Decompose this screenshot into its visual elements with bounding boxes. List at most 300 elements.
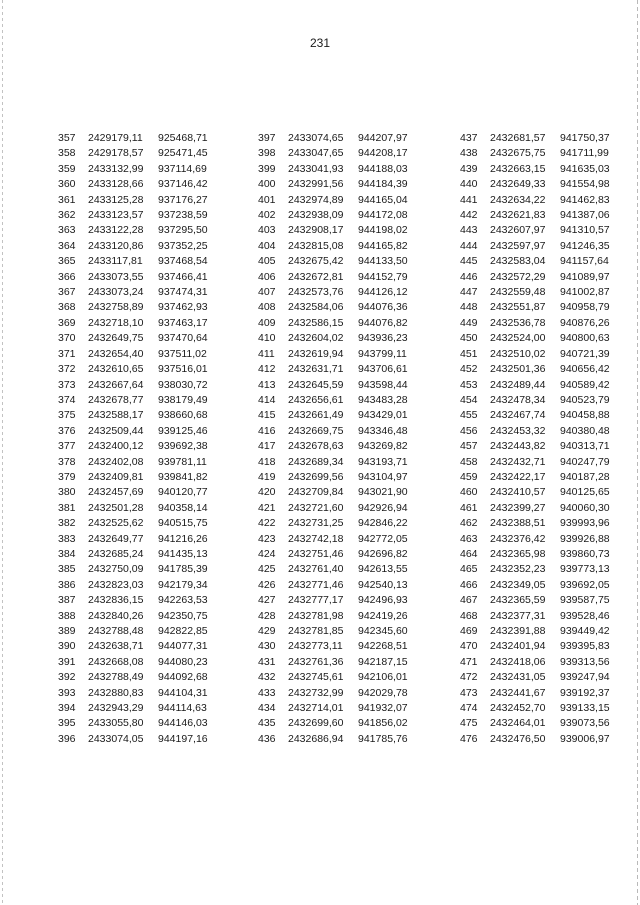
y-coordinate: 939395,83 [560,640,610,653]
coordinate-row [58,532,228,547]
coordinate-row [258,455,428,470]
point-number: 471 [460,655,478,668]
coordinate-row [58,347,228,362]
y-coordinate: 941785,39 [158,563,208,576]
x-coordinate: 2432880,83 [88,686,144,699]
x-coordinate: 2432649,77 [88,532,144,545]
y-coordinate: 940515,75 [158,517,208,530]
coordinate-row [258,686,428,701]
x-coordinate: 2432761,36 [288,655,344,668]
coordinate-row [258,732,428,747]
x-coordinate: 2432649,33 [490,178,546,191]
x-coordinate: 2432431,05 [490,671,546,684]
y-coordinate: 943936,23 [358,332,408,345]
x-coordinate: 2432836,15 [88,594,144,607]
point-number: 429 [258,625,276,637]
x-coordinate: 2432631,71 [288,363,344,376]
y-coordinate: 937146,42 [158,178,208,191]
x-coordinate: 2433122,28 [88,224,144,237]
x-coordinate: 2432418,06 [490,655,546,668]
coordinate-row [258,347,428,362]
x-coordinate: 2432675,75 [490,147,546,160]
coordinate-row [258,254,428,269]
y-coordinate: 944076,82 [358,316,408,329]
coordinate-row [258,223,428,238]
y-coordinate: 941462,83 [560,193,610,206]
point-number: 357 [58,132,76,144]
coordinate-row [460,131,630,146]
point-number: 467 [460,594,478,607]
x-coordinate: 2432583,04 [490,255,546,268]
x-coordinate: 2432476,50 [490,732,546,745]
x-coordinate: 2432409,81 [88,470,144,483]
y-coordinate: 937470,64 [158,332,208,345]
x-coordinate: 2432401,94 [490,640,546,653]
x-coordinate: 2432750,09 [88,563,144,576]
coordinate-row [460,177,630,192]
point-number: 367 [58,286,76,299]
x-coordinate: 2432751,46 [288,547,344,560]
y-coordinate: 941435,13 [158,547,208,560]
x-coordinate: 2432718,10 [88,316,144,329]
x-coordinate: 2432781,98 [288,609,344,622]
point-number: 410 [258,332,276,345]
point-number: 441 [460,193,478,206]
x-coordinate: 2432788,49 [88,671,144,684]
x-coordinate: 2432352,23 [490,563,546,576]
y-coordinate: 942345,60 [358,625,408,637]
x-coordinate: 2432645,59 [288,378,344,391]
x-coordinate: 2432943,29 [88,702,144,715]
y-coordinate: 944188,03 [358,162,408,175]
point-number: 381 [58,501,76,514]
x-coordinate: 2432815,08 [288,239,344,252]
point-number: 358 [58,147,76,160]
coordinate-row [58,562,228,577]
y-coordinate: 939449,42 [560,625,610,637]
point-number: 472 [460,671,478,684]
point-number: 460 [460,486,478,499]
y-coordinate: 939860,73 [560,547,610,560]
x-coordinate: 2433041,93 [288,162,344,175]
x-coordinate: 2432464,01 [490,717,546,730]
coordinate-row [258,162,428,177]
coordinate-column-1 [58,131,228,747]
y-coordinate: 937463,17 [158,316,208,329]
x-coordinate: 2432536,78 [490,316,546,329]
y-coordinate: 939313,56 [560,655,610,668]
coordinate-row [58,162,228,177]
coordinate-row [460,223,630,238]
y-coordinate: 940060,30 [560,501,610,514]
point-number: 425 [258,563,276,576]
coordinate-row [58,455,228,470]
coordinate-row [460,732,630,747]
y-coordinate: 937295,50 [158,224,208,237]
y-coordinate: 940120,77 [158,486,208,499]
point-number: 457 [460,440,478,453]
point-number: 436 [258,732,276,745]
x-coordinate: 2432586,15 [288,316,344,329]
x-coordinate: 2432559,48 [490,286,546,299]
x-coordinate: 2432761,40 [288,563,344,576]
coordinate-column-2 [258,131,428,747]
y-coordinate: 942613,55 [358,563,408,576]
coordinate-row [258,362,428,377]
y-coordinate: 942926,94 [358,501,408,514]
x-coordinate: 2433074,05 [88,732,144,745]
coordinate-row [258,501,428,516]
point-number: 389 [58,625,76,637]
y-coordinate: 944080,23 [158,655,208,668]
y-coordinate: 940187,28 [560,470,610,483]
x-coordinate: 2432501,28 [88,501,144,514]
y-coordinate: 944207,97 [358,132,408,144]
coordinate-row [58,470,228,485]
point-number: 447 [460,286,478,299]
point-number: 362 [58,209,76,222]
point-number: 386 [58,578,76,591]
y-coordinate: 942540,13 [358,578,408,591]
x-coordinate: 2432938,09 [288,209,344,222]
point-number: 468 [460,609,478,622]
point-number: 438 [460,147,478,160]
point-number: 466 [460,578,478,591]
x-coordinate: 2432667,64 [88,378,144,391]
x-coordinate: 2432656,61 [288,393,344,406]
point-number: 464 [460,547,478,560]
x-coordinate: 2433073,24 [88,286,144,299]
y-coordinate: 940958,79 [560,301,610,314]
coordinate-row [460,254,630,269]
x-coordinate: 2432510,02 [490,347,546,360]
y-coordinate: 939692,38 [158,440,208,453]
coordinate-row [258,208,428,223]
x-coordinate: 2432621,83 [490,209,546,222]
y-coordinate: 941932,07 [358,702,408,715]
y-coordinate: 937466,41 [158,270,208,283]
coordinate-row [58,485,228,500]
coordinate-row [460,362,630,377]
point-number: 423 [258,532,276,545]
x-coordinate: 2432669,75 [288,424,344,437]
coordinate-row [460,701,630,716]
y-coordinate: 944146,03 [158,717,208,730]
x-coordinate: 2432773,11 [288,640,343,653]
point-number: 451 [460,347,478,360]
x-coordinate: 2432686,94 [288,732,344,745]
point-number: 448 [460,301,478,314]
coordinate-row [460,393,630,408]
y-coordinate: 941785,76 [358,732,408,745]
point-number: 428 [258,609,276,622]
point-number: 407 [258,286,276,299]
x-coordinate: 2432597,97 [490,239,546,252]
x-coordinate: 2432365,59 [490,594,546,607]
point-number: 405 [258,255,276,268]
y-coordinate: 940721,39 [560,347,610,360]
point-number: 442 [460,209,478,222]
coordinate-row [58,239,228,254]
y-coordinate: 942263,53 [158,594,208,607]
coordinate-row [258,300,428,315]
x-coordinate: 2432991,56 [288,178,344,191]
x-coordinate: 2433132,99 [88,162,144,175]
coordinate-row [58,609,228,624]
point-number: 371 [58,347,76,360]
x-coordinate: 2432400,12 [88,440,144,453]
y-coordinate: 944104,31 [158,686,208,699]
x-coordinate: 2432501,36 [490,363,546,376]
x-coordinate: 2433120,86 [88,239,144,252]
y-coordinate: 940876,26 [560,316,610,329]
coordinate-row [58,285,228,300]
x-coordinate: 2432709,84 [288,486,344,499]
x-coordinate: 2432604,02 [288,332,344,345]
point-number: 445 [460,255,478,268]
point-number: 393 [58,686,76,699]
coordinate-row [58,393,228,408]
coordinate-row [58,223,228,238]
point-number: 470 [460,640,478,653]
coordinate-row [460,516,630,531]
y-coordinate: 941387,06 [560,209,610,222]
coordinate-row [258,578,428,593]
y-coordinate: 937516,01 [158,363,208,376]
point-number: 433 [258,686,276,699]
y-coordinate: 942106,01 [358,671,408,684]
point-number: 453 [460,378,478,391]
y-coordinate: 944077,31 [158,640,208,653]
x-coordinate: 2432607,97 [490,224,546,237]
coordinate-row [258,177,428,192]
y-coordinate: 944165,04 [358,193,408,206]
coordinate-row [58,655,228,670]
coordinate-row [460,270,630,285]
y-coordinate: 941089,97 [560,270,610,283]
coordinate-row [58,716,228,731]
coordinate-row [460,547,630,562]
x-coordinate: 2433074,65 [288,132,344,144]
x-coordinate: 2432365,98 [490,547,546,560]
y-coordinate: 939926,88 [560,532,610,545]
coordinate-row [258,593,428,608]
point-number: 437 [460,132,478,144]
y-coordinate: 940358,14 [158,501,208,514]
point-number: 412 [258,363,276,376]
point-number: 364 [58,239,76,252]
point-number: 474 [460,702,478,715]
x-coordinate: 2432432,71 [490,455,546,468]
coordinate-row [258,639,428,654]
coordinate-row [460,609,630,624]
coordinate-row [58,378,228,393]
point-number: 426 [258,578,276,591]
x-coordinate: 2432525,62 [88,517,144,530]
point-number: 416 [258,424,276,437]
coordinate-row [460,347,630,362]
point-number: 365 [58,255,76,268]
coordinate-row [58,670,228,685]
coordinate-row [460,439,630,454]
x-coordinate: 2432588,17 [88,409,144,422]
coordinate-row [460,639,630,654]
y-coordinate: 941711,99 [560,147,609,160]
y-coordinate: 937462,93 [158,301,208,314]
scan-edge-right [637,0,638,905]
y-coordinate: 944133,50 [358,255,408,268]
x-coordinate: 2432524,00 [490,332,546,345]
y-coordinate: 941002,87 [560,286,610,299]
y-coordinate: 944076,36 [358,301,408,314]
coordinate-row [460,716,630,731]
coordinate-row [58,578,228,593]
point-number: 432 [258,671,276,684]
coordinate-row [58,316,228,331]
y-coordinate: 940589,42 [560,378,610,391]
y-coordinate: 942846,22 [358,517,408,530]
coordinate-row [460,300,630,315]
coordinate-row [258,716,428,731]
coordinate-row [58,593,228,608]
y-coordinate: 942496,93 [358,594,408,607]
x-coordinate: 2432668,08 [88,655,144,668]
point-number: 415 [258,409,276,422]
y-coordinate: 925471,45 [158,147,208,160]
point-number: 370 [58,332,76,345]
x-coordinate: 2432584,06 [288,301,344,314]
y-coordinate: 942179,34 [158,578,208,591]
coordinate-row [258,670,428,685]
point-number: 439 [460,162,478,175]
x-coordinate: 2432402,08 [88,455,144,468]
x-coordinate: 2432551,87 [490,301,546,314]
y-coordinate: 943269,82 [358,440,408,453]
x-coordinate: 2432672,81 [288,270,344,283]
point-number: 462 [460,517,478,530]
y-coordinate: 941246,35 [560,239,610,252]
point-number: 392 [58,671,76,684]
y-coordinate: 939247,94 [560,671,610,684]
point-number: 404 [258,239,276,252]
coordinate-row [258,470,428,485]
x-coordinate: 2432377,31 [490,609,546,622]
coordinate-row [460,670,630,685]
y-coordinate: 939073,56 [560,717,610,730]
y-coordinate: 925468,71 [158,132,208,144]
y-coordinate: 940458,88 [560,409,610,422]
x-coordinate: 2432638,71 [88,640,144,653]
x-coordinate: 2432634,22 [490,193,546,206]
point-number: 400 [258,178,276,191]
coordinate-row [460,485,630,500]
x-coordinate: 2432974,89 [288,193,344,206]
y-coordinate: 944198,02 [358,224,408,237]
y-coordinate: 939773,13 [560,563,610,576]
x-coordinate: 2432908,17 [288,224,344,237]
point-number: 475 [460,717,478,730]
point-number: 454 [460,393,478,406]
coordinate-row [58,624,228,639]
coordinate-row [58,193,228,208]
coordinate-row [460,331,630,346]
coordinate-row [58,254,228,269]
point-number: 379 [58,470,76,483]
coordinate-row [58,439,228,454]
coordinate-row [258,516,428,531]
y-coordinate: 942350,75 [158,609,208,622]
x-coordinate: 2432478,34 [490,393,546,406]
coordinate-row [58,639,228,654]
coordinate-row [58,131,228,146]
y-coordinate: 940380,48 [560,424,610,437]
x-coordinate: 2432758,89 [88,301,144,314]
page-number: 231 [309,36,331,50]
point-number: 431 [258,655,276,668]
y-coordinate: 939587,75 [560,594,610,607]
point-number: 419 [258,470,276,483]
point-number: 411 [258,347,275,360]
y-coordinate: 940125,65 [560,486,610,499]
point-number: 399 [258,162,276,175]
point-number: 369 [58,316,76,329]
x-coordinate: 2432376,42 [490,532,546,545]
point-number: 360 [58,178,76,191]
x-coordinate: 2432745,61 [288,671,344,684]
x-coordinate: 2432452,70 [490,702,546,715]
coordinate-row [258,331,428,346]
x-coordinate: 2432714,01 [288,702,344,715]
point-number: 450 [460,332,478,345]
x-coordinate: 2432654,40 [88,347,144,360]
coordinate-row [258,193,428,208]
point-number: 465 [460,563,478,576]
coordinate-row [258,624,428,639]
point-number: 401 [258,193,276,206]
x-coordinate: 2432467,74 [490,409,546,422]
coordinate-row [58,408,228,423]
y-coordinate: 938030,72 [158,378,208,391]
point-number: 418 [258,455,276,468]
coordinate-row [460,424,630,439]
y-coordinate: 941750,37 [560,132,610,144]
point-number: 388 [58,609,76,622]
y-coordinate: 939781,11 [158,455,207,468]
point-number: 443 [460,224,478,237]
y-coordinate: 937238,59 [158,209,208,222]
x-coordinate: 2432721,60 [288,501,344,514]
point-number: 382 [58,517,76,530]
y-coordinate: 943799,11 [358,347,407,360]
x-coordinate: 2433047,65 [288,147,344,160]
x-coordinate: 2432675,42 [288,255,344,268]
y-coordinate: 943021,90 [358,486,408,499]
coordinate-row [258,439,428,454]
y-coordinate: 944172,08 [358,209,408,222]
coordinate-row [258,701,428,716]
point-number: 378 [58,455,76,468]
x-coordinate: 2432661,49 [288,409,344,422]
point-number: 434 [258,702,276,715]
x-coordinate: 2432731,25 [288,517,344,530]
coordinate-row [460,208,630,223]
coordinate-row [258,485,428,500]
point-number: 440 [460,178,478,191]
coordinate-row [460,593,630,608]
coordinate-row [258,547,428,562]
coordinate-row [460,655,630,670]
y-coordinate: 943104,97 [358,470,408,483]
